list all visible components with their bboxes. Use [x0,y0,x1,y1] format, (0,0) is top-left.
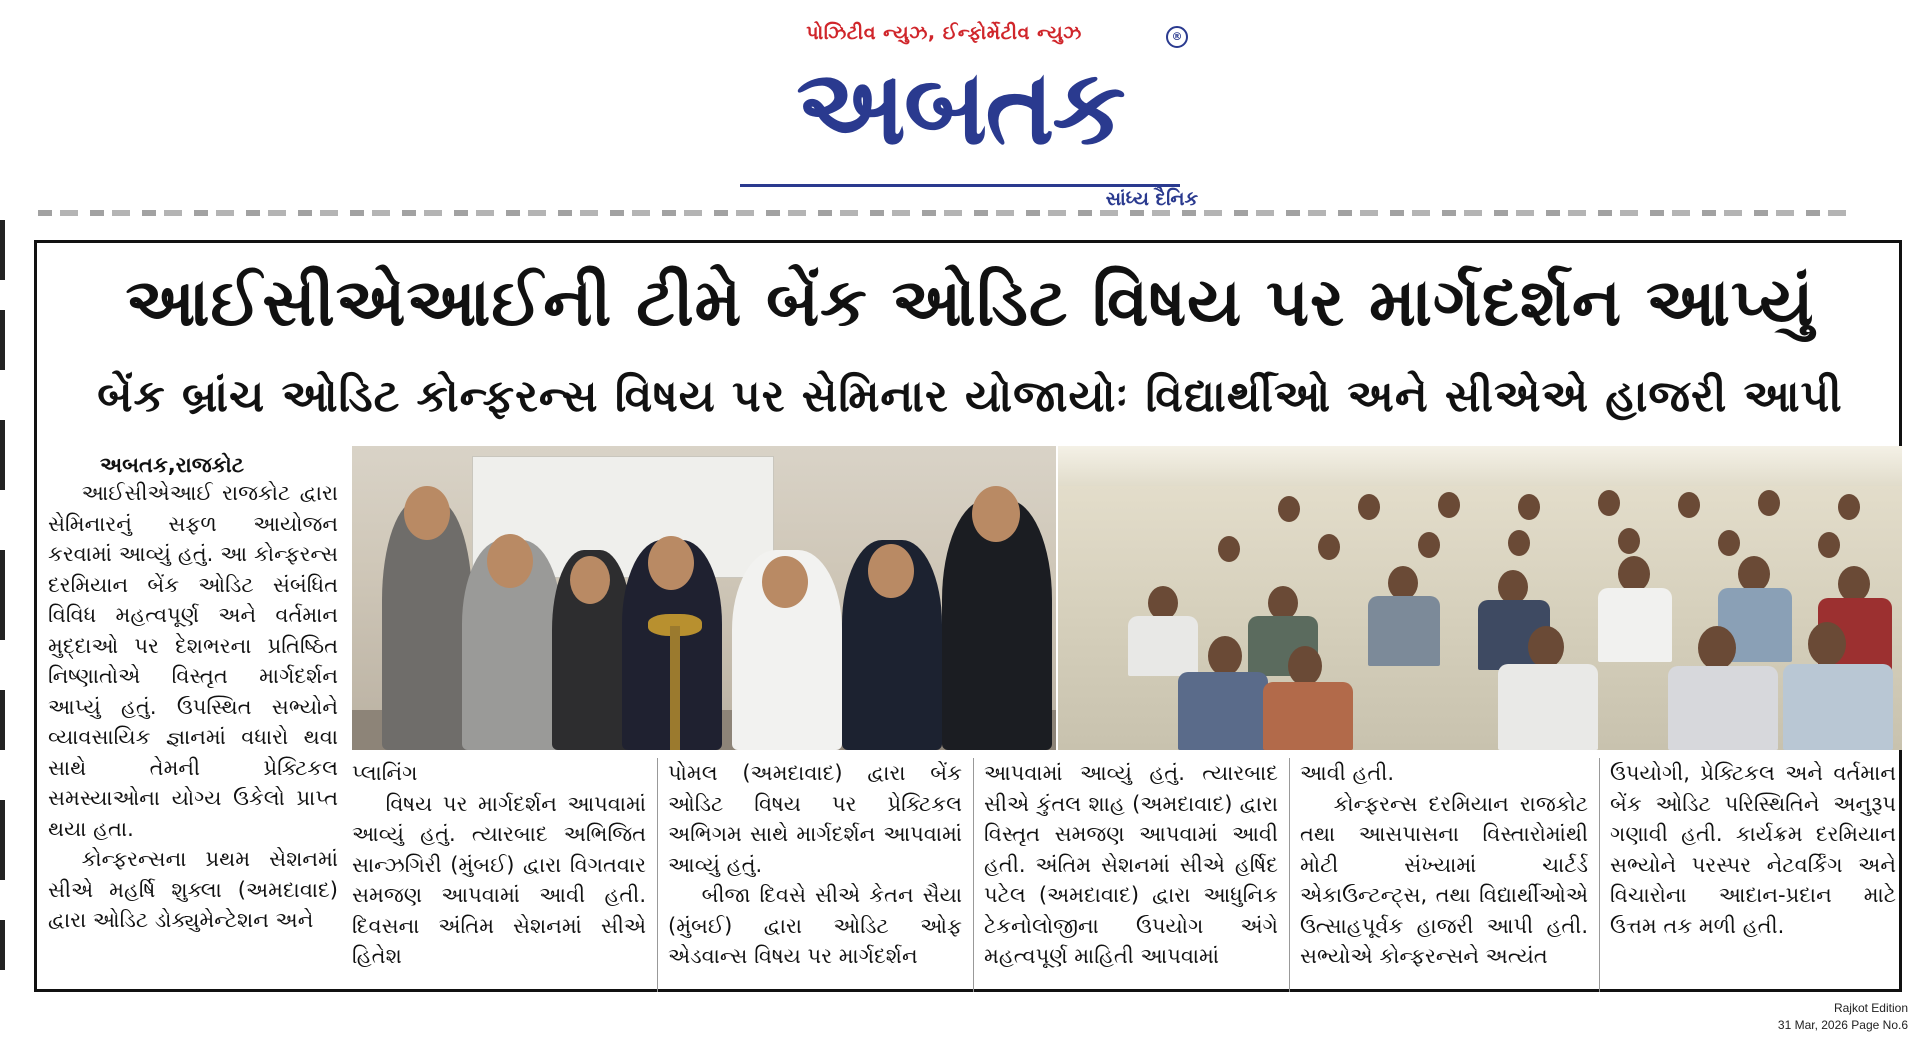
paragraph: બીજા દિવસે સીએ કેતન સૈયા (મુંબઈ) દ્વારા ઓડિટ ઓફ એડવાન્સ વિષય પર માર્ગદર્શન [668,883,962,968]
column-divider [973,758,974,992]
article-column-1 [48,478,338,936]
cut-off-text-line [38,206,1848,218]
paragraph: પ્લાનિંગ [352,761,418,785]
edition-date-page: 31 Mar, 2026 Page No.6 [1777,1018,1908,1032]
paragraph: આવી હતી. [1300,761,1395,785]
masthead-tagline: પોઝિટીવ ન્યુઝ, ઈન્ફોર્મેટીવ ન્યુઝ [806,22,1082,44]
article-column-3 [668,758,962,972]
column-divider [1599,758,1600,992]
left-cut-marks [0,220,8,980]
article-column-6 [1610,758,1896,941]
article-column-2 [352,758,646,972]
article-subheadline: બેંક બ્રાંચ ઓડિટ કોન્ફરન્સ વિષય પર સેમિનાર યોજાયોઃ વિદ્યાર્થીઓ અને સીએએ હાજરી આપી [97,371,1843,422]
article-byline: અબતક,રાજકોટ [100,453,244,477]
paragraph: આઈસીએઆઈ રાજકોટ દ્વારા સેમિનારનું સફળ આયોજન કરવામાં આવ્યું હતું. આ કોન્ફરન્સ દરમિયાન બેંક ઓડિટ સંબંધિત વિવિધ મહત્વપૂર્ણ અને વર્તમાન મુદ્દાઓ પર દેશભરના પ્રતિષ્ઠિત નિષ્ણાતોએ વિસ્તૃત માર્ગદર્શન આપ્યું હતું. ઉપસ્થિત સભ્યોને વ્યાવસાયિક જ્ઞાનમાં વધારો થવા સાથે તેમની પ્રેક્ટિકલ સમસ્યાઓના યોગ્ય ઉકેલો પ્રાપ્ત થયા હતા. [48,481,338,841]
edition-info [1778,1000,1908,1034]
article-column-5 [1300,758,1588,972]
registered-mark-icon: ® [1166,26,1188,48]
paragraph: વિષય પર માર્ગદર્શન આપવામાં આવ્યું હતું. ત્યારબાદ અભિજિત સાન્ઝગિરી (મુંબઈ) દ્વારા વિગતવાર સમજણ આપવામાં આવી હતી. દિવસના અંતિમ સેશનમાં સીએ હિતેશ [352,791,646,968]
paragraph: કોન્ફરન્સ દરમિયાન રાજકોટ તથા આસપાસના વિસ્તારોમાંથી મોટી સંખ્યામાં ચાર્ટર્ડ એકાઉન્ટન્ટ્સ, તથા વિદ્યાર્થીઓએ ઉત્સાહપૂર્વક હાજરી આપી હતી. સભ્યોએ કોન્ફરન્સને અત્યંત [1300,791,1588,968]
paragraph: પોમલ (અમદાવાદ) દ્વારા બેંક ઓડિટ વિષય પર પ્રેક્ટિકલ અભિગમ સાથે માર્ગદર્શન આપવામાં આવ્યું હતું. [668,761,962,877]
column-divider [1289,758,1290,992]
event-photo-stage [352,446,1056,750]
paragraph: ઉપયોગી, પ્રેક્ટિકલ અને વર્તમાન બેંક ઓડિટ પરિસ્થિતિને અનુરૂપ ગણાવી હતી. કાર્યક્રમ દરમિયાન સભ્યોને પરસ્પર નેટવર્કિંગ અને વિચારોના આદાન-પ્રદાન માટે ઉત્તમ તક મળી હતી. [1610,761,1896,938]
paragraph: કોન્ફરન્સના પ્રથમ સેશનમાં સીએ મહર્ષિ શુક્લા (અમદાવાદ) દ્વારા ઓડિટ ડોક્યુમેન્ટેશન અને [48,847,338,932]
column-divider [657,758,658,992]
masthead-subtag: સાંધ્ય દૈનિક [970,188,1198,210]
newspaper-logo: અબતક [796,46,1124,168]
edition-name: Rajkot Edition [1833,1001,1908,1015]
article-headline: આઈસીએઆઈની ટીમે બેંક ઓડિટ વિષય પર માર્ગદર્શન આપ્યું [125,264,1815,341]
paragraph: આપવામાં આવ્યું હતું. ત્યારબાદ સીએ કુંતલ શાહ (અમદાવાદ) દ્વારા વિસ્તૃત સમજણ આપવામાં આવી હતી. અંતિમ સેશનમાં સીએ હર્ષિદ પટેલ (અમદાવાદ) દ્વારા આધુનિક ટેકનોલોજીના ઉપયોગ અંગે મહત્વપૂર્ણ માહિતી આપવામાં [984,761,1278,968]
logo-underline [740,184,1180,187]
article-column-4 [984,758,1278,972]
masthead [730,18,1198,210]
event-photo-audience [1058,446,1902,750]
